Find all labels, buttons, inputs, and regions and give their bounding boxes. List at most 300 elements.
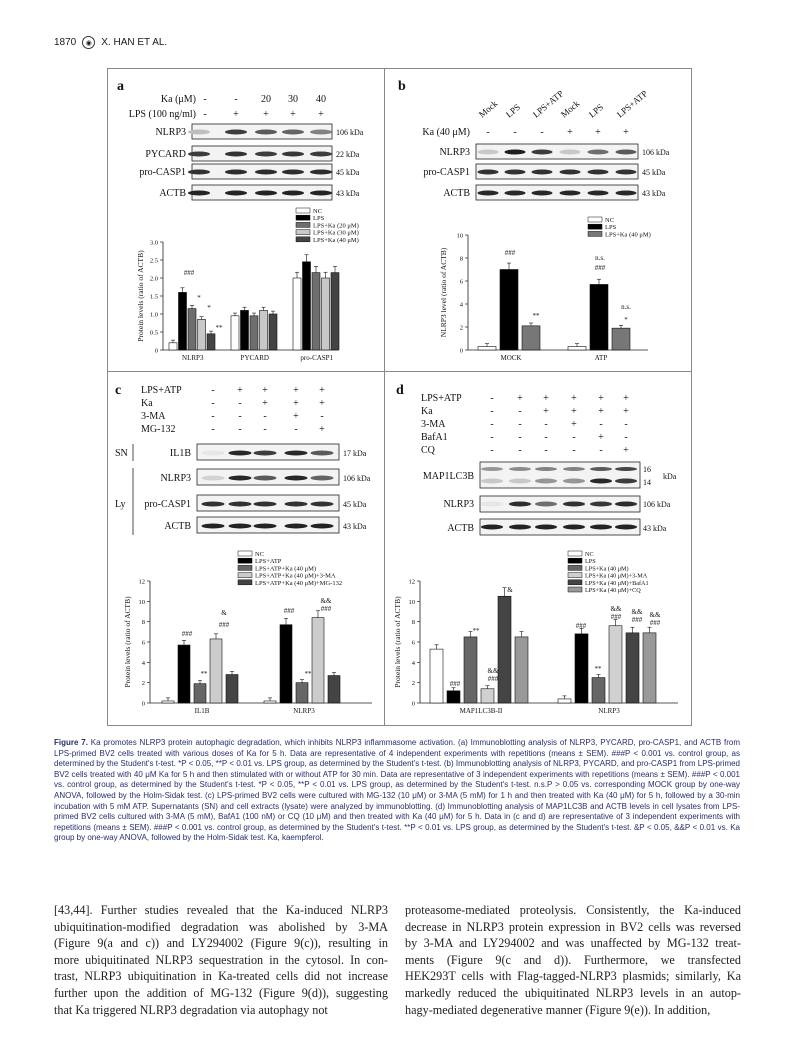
lane-value: + (543, 393, 549, 404)
kda-label: 106 kDa (343, 474, 371, 483)
legend-label: LPS+Ka (30 μM) (313, 229, 359, 237)
y-tick-label: 10 (408, 598, 415, 606)
blot-band (255, 191, 277, 196)
lane-value: - (624, 419, 628, 430)
lane-value: - (211, 385, 215, 396)
legend-label: NC (585, 551, 594, 558)
journal-logo-icon: ◉ (82, 36, 95, 49)
figure-caption (54, 738, 740, 844)
blot-band (481, 467, 503, 471)
blot-band (282, 170, 304, 175)
lane-value: - (203, 94, 207, 105)
blot-band (310, 130, 332, 135)
y-tick-label: 10 (138, 598, 145, 606)
lane-value: - (572, 445, 576, 456)
row-label: LPS+ATP (421, 393, 462, 404)
blot-label: IL1B (169, 448, 191, 459)
row-label: Ka (μM) (160, 94, 196, 105)
lane-value: - (211, 411, 215, 422)
bar (241, 310, 249, 350)
blot-band (311, 451, 334, 456)
blot-band (202, 476, 225, 481)
lane-header: LPS+ATP (530, 88, 566, 120)
blot-band (563, 525, 585, 530)
legend-swatch (296, 222, 310, 227)
bar (643, 633, 656, 703)
bar (207, 334, 215, 350)
legend-swatch (568, 551, 582, 556)
blot-band (285, 451, 308, 456)
legend-swatch (588, 231, 602, 236)
bar (328, 676, 340, 703)
blot-band (310, 152, 332, 157)
y-tick-label: 10 (456, 232, 463, 240)
body-line: trast, NLRP3 ubiquitination in Ka-treated cells did not increase (54, 969, 388, 984)
body-line: further upon the addition of MG-132 (Figure 9(d)), suggesting (54, 985, 388, 1000)
lane-header: Mock (558, 98, 582, 120)
legend-label: NC (605, 217, 615, 224)
kda-label: 43 kDa (643, 524, 667, 533)
significance-mark: && (610, 605, 622, 613)
blot-label: NLRP3 (155, 127, 186, 138)
body-line: hagy-mediated degenerative manner (Figure 9(e)). In addition, (405, 1002, 711, 1017)
blot-label: pro-CASP1 (423, 167, 470, 178)
legend-label: LPS (313, 215, 325, 223)
legend-swatch (568, 565, 582, 570)
blot-band (616, 191, 637, 196)
blot-band (285, 524, 308, 529)
bar (179, 292, 187, 350)
y-tick-label: 3.0 (149, 239, 158, 247)
blot-band (505, 191, 526, 196)
lane-value: + (293, 411, 299, 422)
kda-label: 106 kDa (643, 500, 671, 509)
blot-band (282, 130, 304, 135)
y-tick-label: 2 (459, 324, 463, 332)
legend-label: LPS+Ka (40 μM) (605, 231, 651, 239)
kda-label: 14 (643, 478, 651, 487)
body-line: markedly reduced the ubiquitinated NLRP3 levels in an autop- (405, 985, 741, 1000)
panel-letter-c: c (115, 383, 122, 398)
blot-band (311, 502, 334, 507)
bar (447, 691, 460, 703)
y-tick-label: 6 (141, 639, 145, 647)
significance-mark: * (624, 316, 628, 324)
significance-mark: && (631, 608, 643, 616)
significance-mark: ** (215, 324, 223, 332)
bar (568, 347, 586, 350)
legend-swatch (568, 558, 582, 563)
lane-value: + (543, 406, 549, 417)
blot-band (535, 467, 557, 471)
y-axis-label: NLRP3 level (ratio of ACTB) (439, 247, 448, 338)
row-label: CQ (421, 445, 435, 456)
blot-band (478, 150, 499, 155)
body-line: by 3-MA and LY294002 and was unaffected by MG-132 treat- (405, 936, 741, 951)
lane-value: - (203, 109, 207, 120)
significance-mark: ### (504, 249, 516, 257)
blot-label: ACTB (164, 521, 191, 532)
legend-swatch (568, 587, 582, 592)
lane-value: 20 (261, 94, 271, 105)
blot-band (225, 130, 247, 135)
blot-band (310, 170, 332, 175)
kda-label: 45 kDa (642, 168, 666, 177)
y-tick-label: 4 (411, 659, 415, 667)
category-label: PYCARD (240, 354, 269, 362)
bar (575, 634, 588, 703)
lane-value: + (319, 385, 325, 396)
y-tick-label: 1.5 (149, 293, 158, 301)
bar (250, 316, 258, 350)
legend-swatch (296, 208, 310, 213)
bar (293, 278, 301, 350)
bar (609, 626, 622, 703)
legend-label: LPS+Ka (40 μM)+BafA1 (585, 579, 649, 587)
legend-swatch (238, 573, 252, 578)
y-tick-label: 8 (411, 619, 415, 627)
bar (210, 639, 222, 703)
significance-mark: ** (532, 312, 540, 320)
blot-band (505, 170, 526, 175)
running-authors: X. HAN ET AL. (101, 37, 168, 48)
lane-value: + (623, 406, 629, 417)
y-tick-label: 2 (141, 680, 145, 688)
blot-label: ACTB (447, 523, 474, 534)
blot-label: ACTB (159, 188, 186, 199)
legend-label: LPS+Ka (40 μM) (585, 565, 629, 573)
legend-swatch (296, 230, 310, 235)
legend-swatch (238, 551, 252, 556)
lane-value: - (518, 445, 522, 456)
legend-swatch (238, 565, 252, 570)
blot-band (254, 476, 277, 481)
lane-value: - (211, 398, 215, 409)
category-label: NLRP3 (182, 354, 204, 362)
page-number: 1870 (54, 37, 77, 48)
blot-label: pro-CASP1 (139, 167, 186, 178)
significance-mark: & (221, 609, 227, 617)
body-line: ments (Figure 9(c and d)). Furthermore, we transfected (405, 952, 741, 967)
category-label: NLRP3 (293, 707, 315, 715)
lane-value: + (293, 398, 299, 409)
lane-value: - (490, 406, 494, 417)
significance-mark: && (487, 667, 499, 675)
blot-band (532, 150, 553, 155)
bar (590, 284, 608, 350)
lane-value: + (290, 109, 296, 120)
lane-value: + (262, 385, 268, 396)
legend-label: LPS (605, 224, 617, 232)
blot-band (311, 476, 334, 481)
row-label: MG-132 (141, 424, 176, 435)
y-tick-label: 0.5 (149, 329, 158, 337)
bar (188, 309, 196, 350)
lane-value: - (238, 411, 242, 422)
blot-band (535, 525, 557, 530)
blot-band (188, 170, 210, 175)
blot-label: NLRP3 (443, 499, 474, 510)
kda-label: 106 kDa (336, 128, 364, 137)
legend-label: LPS+ATP+Ka (40 μM)+MG-132 (255, 579, 343, 587)
blot-band (282, 191, 304, 196)
blot-band (509, 479, 531, 484)
fraction-label: SN (115, 448, 128, 459)
lane-value: - (518, 432, 522, 443)
blot-label: pro-CASP1 (144, 499, 191, 510)
y-tick-label: 2.5 (149, 257, 158, 265)
lane-value: - (238, 424, 242, 435)
lane-value: + (623, 445, 629, 456)
significance-mark: ** (304, 670, 312, 678)
blot-band (311, 524, 334, 529)
blot-band (590, 479, 612, 484)
blot-label: MAP1LC3B (422, 471, 474, 482)
legend-label: NC (255, 551, 265, 558)
blot-band (202, 524, 225, 529)
blot-band (255, 152, 277, 157)
blot-band (285, 502, 308, 507)
lane-value: - (544, 445, 548, 456)
y-tick-label: 2 (411, 680, 415, 688)
lane-value: + (623, 393, 629, 404)
row-label: BafA1 (421, 432, 448, 443)
blot-band (188, 130, 210, 135)
blot-band (478, 191, 499, 196)
y-tick-label: 0 (141, 700, 145, 708)
bar (162, 701, 174, 703)
blot-label: NLRP3 (439, 147, 470, 158)
significance-mark: ** (200, 670, 208, 678)
y-tick-label: 0 (411, 700, 415, 708)
body-line: (Figure 9(a and c)) and LY294002 (Figure 9(c)), resulting in (54, 936, 388, 951)
kda-label: 106 kDa (642, 148, 670, 157)
body-line: ubiquitination-modified degradation was abolished by 3-MA (54, 919, 388, 934)
significance-mark: ** (472, 627, 480, 635)
lane-value: + (263, 109, 269, 120)
bar (626, 633, 639, 703)
lane-value: + (517, 393, 523, 404)
y-tick-label: 6 (459, 278, 463, 286)
blot-band (590, 502, 612, 507)
blot-band (229, 451, 252, 456)
blot-band (532, 170, 553, 175)
bar (312, 618, 324, 703)
lane-header: LPS+ATP (614, 88, 650, 120)
blot-band (229, 502, 252, 507)
blot-band (255, 130, 277, 135)
bar (500, 270, 518, 351)
lane-value: - (490, 419, 494, 430)
category-label: MAP1LC3B-II (459, 707, 503, 715)
lane-value: + (595, 127, 601, 138)
kda-label: 45 kDa (343, 500, 367, 509)
lane-value: - (599, 419, 603, 430)
bar (558, 699, 571, 703)
blot-band (563, 502, 585, 507)
blot-band (616, 150, 637, 155)
significance-mark: & (507, 586, 513, 594)
lane-value: - (544, 432, 548, 443)
lane-value: - (263, 411, 267, 422)
lane-value: - (490, 393, 494, 404)
bar (264, 701, 276, 703)
bar (322, 278, 330, 350)
blot-band (588, 191, 609, 196)
caption-label: Figure 7. (54, 738, 88, 747)
lane-value: + (293, 385, 299, 396)
lane-value: + (262, 398, 268, 409)
lane-value: - (263, 424, 267, 435)
legend-swatch (588, 217, 602, 222)
legend-label: LPS+ATP+Ka (40 μM)+3-MA (255, 572, 336, 580)
blot-label: PYCARD (145, 149, 186, 160)
lane-value: - (486, 127, 490, 138)
bar (194, 684, 206, 703)
blot-band (481, 502, 503, 507)
legend-swatch (238, 558, 252, 563)
lane-value: - (540, 127, 544, 138)
significance-mark: && (320, 597, 332, 605)
category-label: NLRP3 (598, 707, 620, 715)
kda-label: 43 kDa (336, 189, 360, 198)
lane-header: Mock (476, 98, 500, 120)
y-tick-label: 0 (459, 347, 463, 355)
y-tick-label: 12 (408, 578, 415, 586)
significance-mark: ### (181, 630, 193, 638)
blot-band (560, 170, 581, 175)
significance-mark: ### (610, 613, 622, 621)
blot-band (563, 467, 585, 471)
significance-mark: n.s. (621, 303, 631, 311)
legend-label: LPS+ATP+Ka (40 μM) (255, 565, 317, 573)
lane-value: - (211, 424, 215, 435)
lane-value: - (320, 411, 324, 422)
bar (178, 645, 190, 703)
legend-label: LPS+Ka (40 μM)+CQ (585, 587, 641, 594)
significance-mark: * (197, 294, 201, 302)
blot-band (563, 479, 585, 484)
panel-letter-a: a (117, 79, 124, 94)
y-tick-label: 4 (459, 301, 463, 309)
blot-band (282, 152, 304, 157)
blot-label: NLRP3 (160, 473, 191, 484)
legend-swatch (296, 215, 310, 220)
bar (498, 596, 511, 703)
row-label: 3-MA (141, 411, 166, 422)
blot-band (202, 502, 225, 507)
y-tick-label: 0 (154, 347, 158, 355)
lane-value: + (598, 406, 604, 417)
bar (464, 637, 477, 703)
bar (612, 328, 630, 350)
blot-band (255, 170, 277, 175)
caption-text: Ka promotes NLRP3 protein autophagic degradation, which inhibits NLRP3 inflammasome activation. (a) Immunoblotting analysis of NLRP3, PYCARD, pro-CASP1, and ACTB from LPS-primed BV2 cells treated with various doses of Ka for 5 h. Data are representative of 4 independent experiments with repetitions (means ± SEM). ###P < 0.001 vs. control group, as determined by the Student's t-test. *P < 0.05, **P < 0.01 vs. LPS group, as determined by the Student's t-test. (b) Immunoblotting analysis of NLRP3, PYCARD, and pro-CASP1 from LPS-primed BV2 cells treated with 40 μM Ka for 5 h and then stimulated with or without ATP for 30 min. Data are representative of 3 independent experiments with repetitions (means ± SEM). ###P < 0.001 vs. control group, as determined by the Student's t-test. *P < 0.05, **P < 0.01 vs. LPS group, as determined by the Student's t-test. n.s.P > 0.05 vs. corresponding MOCK group by one-way ANOVA, followed by the Holm-Sidak test. (c) LPS-primed BV2 cells were cultured with MG-132 (10 μM) or 3-MA (5 mM) for 1 h and then treated with Ka (40 μM) for 5 h, followed by a 30-min incubation with 5 mM ATP. Supernatants (SN) and cell extracts (lysate) were analyzed by immunoblotting. (d) Immunoblotting analysis of MAP1LC3B and ACTB levels in cell lysates from LPS-primed BV2 cells cultured with 3-MA (5 mM), BafA1 (100 nM) or CQ (10 μM) and then treated with Ka (40 μM) for 5 h. Data in (c and d) are representative of 3 independent experiments with repetitions (means ± SEM). ###P < 0.001 vs. control group, as determined by the Student's t-test. **P < 0.01 vs. LPS group, as determined by the Student's t-test. &P < 0.05, &&P < 0.01 vs. Ka group by one-way ANOVA, followed by the Holm-Sidak test. Ka, kaempferol. (54, 738, 740, 843)
kda-label: 45 kDa (336, 168, 360, 177)
bar (198, 319, 206, 350)
blot-band (590, 467, 612, 471)
lane-value: - (572, 432, 576, 443)
lane-value: - (490, 432, 494, 443)
y-tick-label: 12 (138, 578, 145, 586)
lane-value: + (319, 424, 325, 435)
significance-mark: ### (449, 680, 461, 688)
bar (303, 262, 311, 350)
legend-label: LPS (585, 558, 596, 566)
bar (515, 637, 528, 703)
y-tick-label: 2.0 (149, 275, 158, 283)
legend-swatch (568, 573, 582, 578)
blot-band (615, 502, 637, 507)
blot-label: ACTB (443, 188, 470, 199)
blot-band (481, 525, 503, 530)
body-text-left (54, 902, 388, 1018)
kda-label: 22 kDa (336, 150, 360, 159)
legend-label: LPS+Ka (40 μM) (313, 236, 359, 244)
lane-value: - (544, 419, 548, 430)
body-line: decrease in NLRP3 protein expression in BV2 cells was reversed (405, 919, 741, 934)
blot-band (509, 502, 531, 507)
lane-value: + (318, 109, 324, 120)
y-tick-label: 6 (411, 639, 415, 647)
body-text-right (405, 902, 741, 1018)
bar (478, 347, 496, 350)
body-line: [43,44]. Further studies revealed that the Ka-induced NLRP3 (54, 903, 388, 917)
category-label: IL1B (194, 707, 210, 715)
lane-value: + (598, 432, 604, 443)
significance-mark: ### (631, 616, 643, 624)
row-label: LPS+ATP (141, 385, 182, 396)
legend-label: LPS+Ka (20 μM) (313, 222, 359, 230)
blot-strip (476, 144, 638, 159)
lane-value: + (623, 127, 629, 138)
blot-strip (480, 462, 640, 488)
y-tick-label: 4 (141, 659, 145, 667)
legend-swatch (588, 224, 602, 229)
blot-band (615, 479, 637, 484)
lane-value: - (294, 424, 298, 435)
y-tick-label: 8 (141, 619, 145, 627)
lane-value: - (513, 127, 517, 138)
lane-value: + (571, 393, 577, 404)
significance-mark: * (207, 304, 211, 312)
blot-band (254, 502, 277, 507)
panel-letter-d: d (396, 383, 404, 398)
blot-band (588, 150, 609, 155)
lane-value: + (319, 398, 325, 409)
blot-band (310, 191, 332, 196)
significance-mark: ### (320, 605, 332, 613)
blot-band (202, 451, 225, 456)
blot-band (254, 451, 277, 456)
legend-swatch (238, 580, 252, 585)
kda-label: 43 kDa (642, 189, 666, 198)
y-tick-label: 8 (459, 255, 463, 263)
bar (226, 675, 238, 703)
blot-band (588, 170, 609, 175)
blot-band (509, 525, 531, 530)
panel-letter-b: b (398, 79, 406, 94)
lane-value: - (624, 432, 628, 443)
blot-band (188, 191, 210, 196)
significance-mark: ### (183, 269, 195, 277)
body-line: more ubiquitinated NLRP3 sequestration in the cytosol. In con- (54, 952, 388, 967)
legend-swatch (296, 237, 310, 242)
legend-swatch (568, 580, 582, 585)
significance-mark: ### (283, 607, 295, 615)
lane-value: + (237, 385, 243, 396)
significance-mark: ### (487, 675, 499, 683)
